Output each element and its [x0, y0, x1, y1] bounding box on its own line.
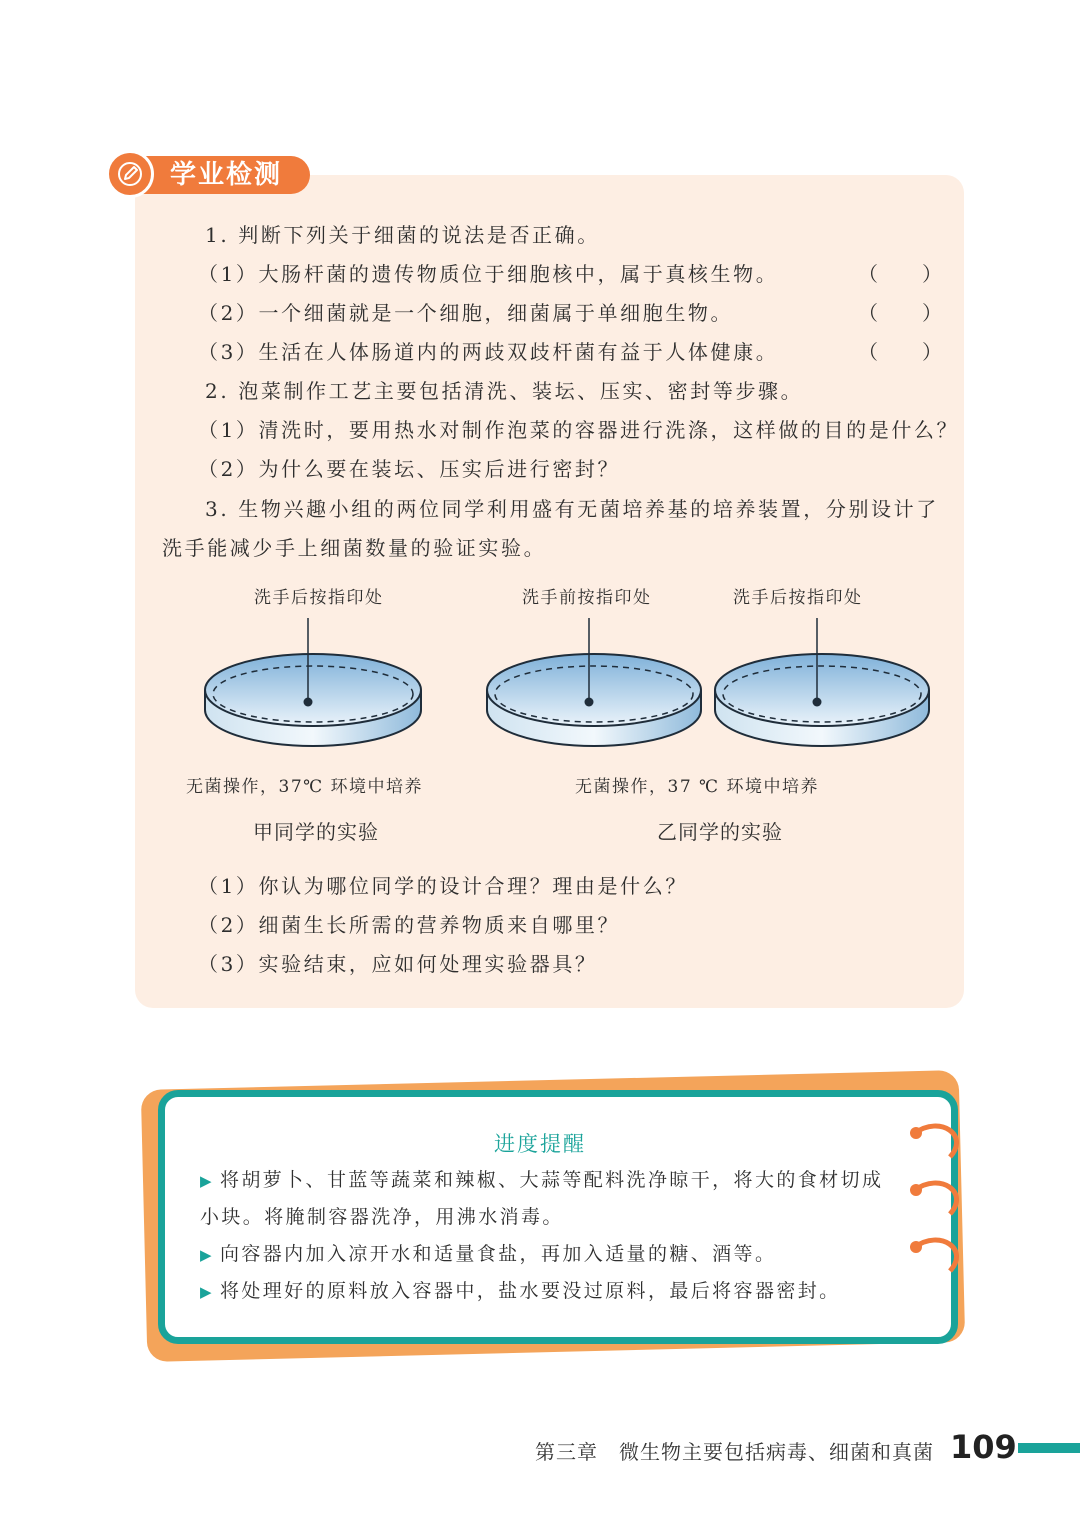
- question-3-line-2: 洗手能减少手上细菌数量的验证实验。: [162, 536, 547, 560]
- jia-petri-dish: [205, 618, 421, 746]
- yi-condition: 无菌操作，37 ℃ 环境中培养: [575, 777, 819, 797]
- question-1-item-2: （2）一个细菌就是一个细胞，细菌属于单细胞生物。: [198, 301, 734, 325]
- bullet-triangle-icon: ▶: [200, 1283, 214, 1301]
- bullet-triangle-icon: ▶: [200, 1172, 214, 1190]
- reminder-title: 进度提醒: [494, 1132, 586, 1156]
- badge-title: 学业检测: [170, 160, 283, 190]
- yi-dish-2-label: 洗手后按指印处: [733, 588, 863, 608]
- question-3-item-2: （2）细菌生长所需的营养物质来自哪里？: [198, 913, 621, 937]
- question-1: 1. 判断下列关于细菌的说法是否正确。: [205, 223, 600, 247]
- reminder-item-2-text: 向容器内加入凉开水和适量食盐，再加入适量的糖、酒等。: [219, 1243, 777, 1265]
- jia-dish-label: 洗手后按指印处: [254, 588, 384, 608]
- fingerprint-dot: [304, 698, 313, 707]
- reminder-item-1: [200, 1165, 883, 1192]
- answer-paren-close-2: ）: [922, 301, 942, 325]
- reminder-item-3: [200, 1276, 841, 1303]
- answer-paren-close-3: ）: [922, 340, 942, 364]
- reminder-item-1-text: 将胡萝卜、甘蓝等蔬菜和辣椒、大蒜等配料洗净晾干，将大的食材切成: [219, 1169, 884, 1191]
- question-2: 2. 泡菜制作工艺主要包括清洗、装坛、压实、密封等步骤。: [205, 379, 804, 403]
- question-3-item-3: （3）实验结束，应如何处理实验器具？: [198, 952, 598, 976]
- bullet-triangle-icon: ▶: [200, 1246, 214, 1264]
- jia-condition: 无菌操作，37℃ 环境中培养: [186, 777, 424, 797]
- question-3-item-1: （1）你认为哪位同学的设计合理？理由是什么？: [198, 874, 688, 898]
- reminder-item-1-continued: 小块。将腌制容器洗净，用沸水消毒。: [200, 1206, 564, 1228]
- chapter-footer: 第三章 微生物主要包括病毒、细菌和真菌: [535, 1440, 934, 1464]
- fingerprint-dot: [585, 698, 594, 707]
- question-2-item-1: （1）清洗时，要用热水对制作泡菜的容器进行洗涤，这样做的目的是什么？: [198, 418, 960, 442]
- question-1-item-3: （3）生活在人体肠道内的两歧双歧杆菌有益于人体健康。: [198, 340, 779, 364]
- yi-petri-dish-1: [487, 618, 701, 746]
- reminder-item-3-text: 将处理好的原料放入容器中，盐水要没过原料，最后将容器密封。: [219, 1280, 841, 1302]
- question-1-item-1: （1）大肠杆菌的遗传物质位于细胞核中，属于真核生物。: [198, 262, 779, 286]
- fingerprint-dot: [813, 698, 822, 707]
- reminder-item-2: [200, 1239, 776, 1266]
- yi-petri-dish-2: [715, 618, 929, 746]
- page-number-bar: [1018, 1443, 1080, 1453]
- yi-dish-1-label: 洗手前按指印处: [522, 588, 652, 608]
- answer-paren-close-1: ）: [922, 262, 942, 286]
- answer-paren-open-1: （: [858, 262, 878, 286]
- answer-paren-open-3: （: [858, 340, 878, 364]
- answer-paren-open-2: （: [858, 301, 878, 325]
- page-number: 109: [950, 1428, 1017, 1466]
- yi-caption: 乙同学的实验: [657, 820, 783, 844]
- jia-caption: 甲同学的实验: [253, 820, 379, 844]
- question-3-line-1: 3. 生物兴趣小组的两位同学利用盛有无菌培养基的培养装置，分别设计了: [205, 497, 939, 521]
- question-2-item-2: （2）为什么要在装坛、压实后进行密封？: [198, 457, 621, 481]
